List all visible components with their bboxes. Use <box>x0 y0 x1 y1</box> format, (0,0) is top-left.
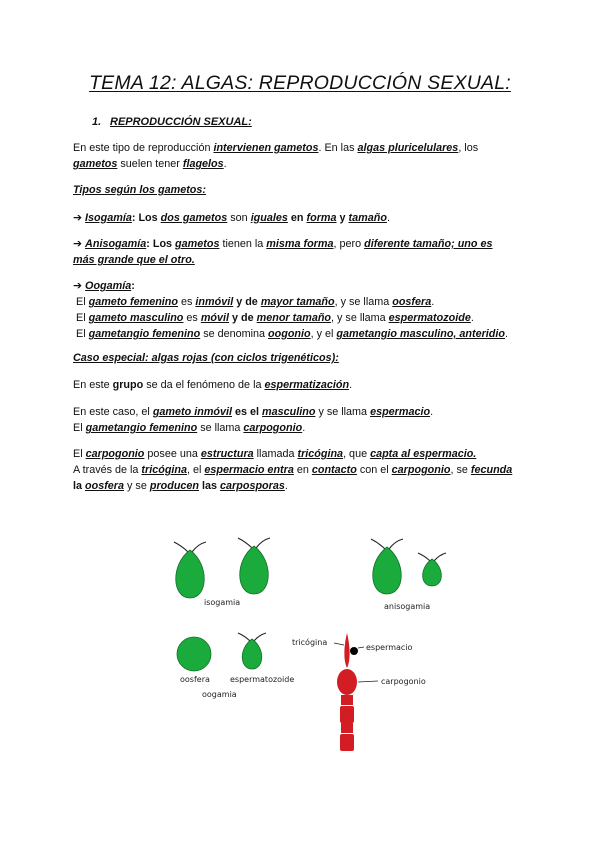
keyword: mayor tamaño <box>260 296 335 308</box>
pointer-line <box>358 681 378 682</box>
keyword: inmóvil <box>195 296 234 308</box>
flagellum <box>371 539 385 549</box>
section-number: 1. <box>92 116 102 128</box>
anisogamete-large <box>373 547 402 594</box>
text: , se <box>450 464 471 476</box>
keyword: espermacio <box>370 406 431 418</box>
flagellum <box>238 538 252 548</box>
text: , el <box>187 464 205 476</box>
arrow-icon: ➔ <box>73 280 83 292</box>
stalk-cell <box>341 695 353 705</box>
caso-heading: Caso especial: algas rojas (con ciclos trigenéticos): <box>73 352 339 364</box>
keyword: tricógina <box>297 448 344 460</box>
keyword: gametangio femenino <box>88 328 201 340</box>
intro-keyword: intervienen gametos <box>213 142 319 154</box>
label-anisogamia: anisogamia <box>384 602 431 611</box>
keyword: carposporas <box>220 480 285 492</box>
bold-text: la <box>73 480 86 492</box>
flagella <box>174 538 446 641</box>
text: es <box>178 296 196 308</box>
section-label: REPRODUCCIÓN SEXUAL: <box>110 116 252 128</box>
text: en <box>293 464 312 476</box>
keyword: gametangio femenino <box>85 422 198 434</box>
flagellum <box>174 542 188 552</box>
text: . <box>470 312 474 324</box>
text: en <box>287 212 307 224</box>
text: A través de la <box>73 464 142 476</box>
flagellum <box>254 633 266 641</box>
intro-text: . En las <box>318 142 358 154</box>
flagellum <box>389 539 403 549</box>
text: . <box>284 480 288 492</box>
term: Oogamía <box>85 280 132 292</box>
text: El <box>76 296 89 308</box>
keyword: oosfera <box>85 480 125 492</box>
text: : Los <box>131 212 161 224</box>
espermatozoide-cell <box>242 639 262 669</box>
oosfera-cell <box>177 637 211 671</box>
keyword: masculino <box>262 406 316 418</box>
isogamete-1 <box>176 550 205 598</box>
text: llamada <box>253 448 298 460</box>
keyword: gameto femenino <box>88 296 178 308</box>
arrow-icon: ➔ <box>73 212 83 224</box>
keyword: forma <box>306 212 337 224</box>
keyword: espermatozoide <box>388 312 471 324</box>
text: es <box>183 312 201 324</box>
keyword: misma forma <box>266 238 334 250</box>
espermacio-dot <box>350 647 358 655</box>
keyword: tricógina <box>141 464 188 476</box>
keyword: oogonio <box>268 328 311 340</box>
text: , y el <box>310 328 337 340</box>
text: y se llama <box>315 406 371 418</box>
text: son <box>227 212 251 224</box>
text: : <box>131 280 135 292</box>
label-oosfera: oosfera <box>180 675 210 684</box>
text: se da el fenómeno de la <box>143 379 265 391</box>
keyword: entra <box>264 464 294 476</box>
keyword: carpogonio <box>85 448 145 460</box>
keyword: oosfera <box>392 296 432 308</box>
text: se llama <box>197 422 244 434</box>
text: , que <box>343 448 371 460</box>
text: , y se llama <box>334 296 393 308</box>
isogamete-2 <box>240 546 269 594</box>
label-espermatozoide: espermatozoide <box>230 675 295 684</box>
keyword: iguales <box>250 212 288 224</box>
bold-text: grupo <box>112 379 144 391</box>
keyword: diferente tamaño; uno es <box>364 238 493 250</box>
keyword: estructura <box>200 448 254 460</box>
text: En este caso, el <box>73 406 153 418</box>
label-tricogina: tricógina <box>292 638 328 647</box>
text: . <box>349 379 353 391</box>
keyword: contacto <box>311 464 357 476</box>
text: El <box>76 328 89 340</box>
text: posee una <box>144 448 201 460</box>
intro-keyword: flagelos <box>182 158 224 170</box>
intro-text: suelen tener <box>117 158 183 170</box>
tipos-heading: Tipos según los gametos: <box>73 184 206 196</box>
keyword: más grande que el otro. <box>73 254 195 266</box>
keyword: carpogonio <box>243 422 303 434</box>
label-carpogonio: carpogonio <box>381 677 426 686</box>
keyword: espermacio <box>204 464 265 476</box>
text: . <box>430 406 434 418</box>
keyword: gameto masculino <box>88 312 184 324</box>
intro-text: . <box>223 158 227 170</box>
term: Isogamía <box>85 212 132 224</box>
term: Anisogamía <box>85 238 147 250</box>
text: con el <box>356 464 392 476</box>
bold-text: es el <box>232 406 263 418</box>
anisogamete-small <box>423 559 442 586</box>
keyword: menor tamaño <box>256 312 332 324</box>
text: El <box>73 448 86 460</box>
text: se denomina <box>200 328 269 340</box>
keyword: carpogonio <box>391 464 451 476</box>
text: El <box>73 422 86 434</box>
flagellum <box>192 542 206 552</box>
text: : Los <box>146 238 176 250</box>
keyword: móvil <box>200 312 230 324</box>
stalk-cell <box>340 706 354 723</box>
keyword: gametangio masculino, anteridio <box>336 328 506 340</box>
tricogina-shape <box>344 633 349 668</box>
bold-text: las <box>199 480 221 492</box>
text: , pero <box>333 238 365 250</box>
keyword: capta al espermacio. <box>370 448 477 460</box>
intro-text: , los <box>458 142 479 154</box>
text: . <box>431 296 435 308</box>
keyword: fecunda <box>470 464 513 476</box>
label-isogamia: isogamia <box>204 598 241 607</box>
arrow-icon: ➔ <box>73 238 83 250</box>
keyword: espermatización <box>264 379 350 391</box>
text: y de <box>233 296 261 308</box>
text: tienen la <box>219 238 267 250</box>
stalk-cell <box>340 734 354 751</box>
text: y <box>336 212 349 224</box>
keyword: gametos <box>175 238 220 250</box>
carpogonio-cell <box>337 669 357 695</box>
text: El <box>76 312 89 324</box>
label-espermacio: espermacio <box>366 643 413 652</box>
flagellum <box>418 553 430 561</box>
flagellum <box>238 633 250 641</box>
text: , y se llama <box>331 312 389 324</box>
text: y se <box>124 480 150 492</box>
stalk-cell <box>341 723 353 733</box>
page-title: TEMA 12: ALGAS: REPRODUCCIÓN SEXUAL: <box>89 72 511 94</box>
text: y de <box>229 312 257 324</box>
keyword: dos gametos <box>160 212 228 224</box>
flagellum <box>434 553 446 561</box>
label-oogamia: oogamia <box>202 690 237 699</box>
keyword: tamaño <box>348 212 387 224</box>
intro-keyword: algas pluricelulares <box>357 142 459 154</box>
text: . <box>505 328 509 340</box>
text: En este <box>73 379 113 391</box>
intro-keyword: gametos <box>73 158 118 170</box>
keyword: gameto inmóvil <box>152 406 233 418</box>
pointer-line <box>334 643 344 645</box>
keyword: producen <box>149 480 200 492</box>
text: . <box>302 422 306 434</box>
intro-text: En este tipo de reproducción <box>73 142 214 154</box>
pointer-line <box>358 647 364 648</box>
flagellum <box>256 538 270 548</box>
text: . <box>386 212 390 224</box>
